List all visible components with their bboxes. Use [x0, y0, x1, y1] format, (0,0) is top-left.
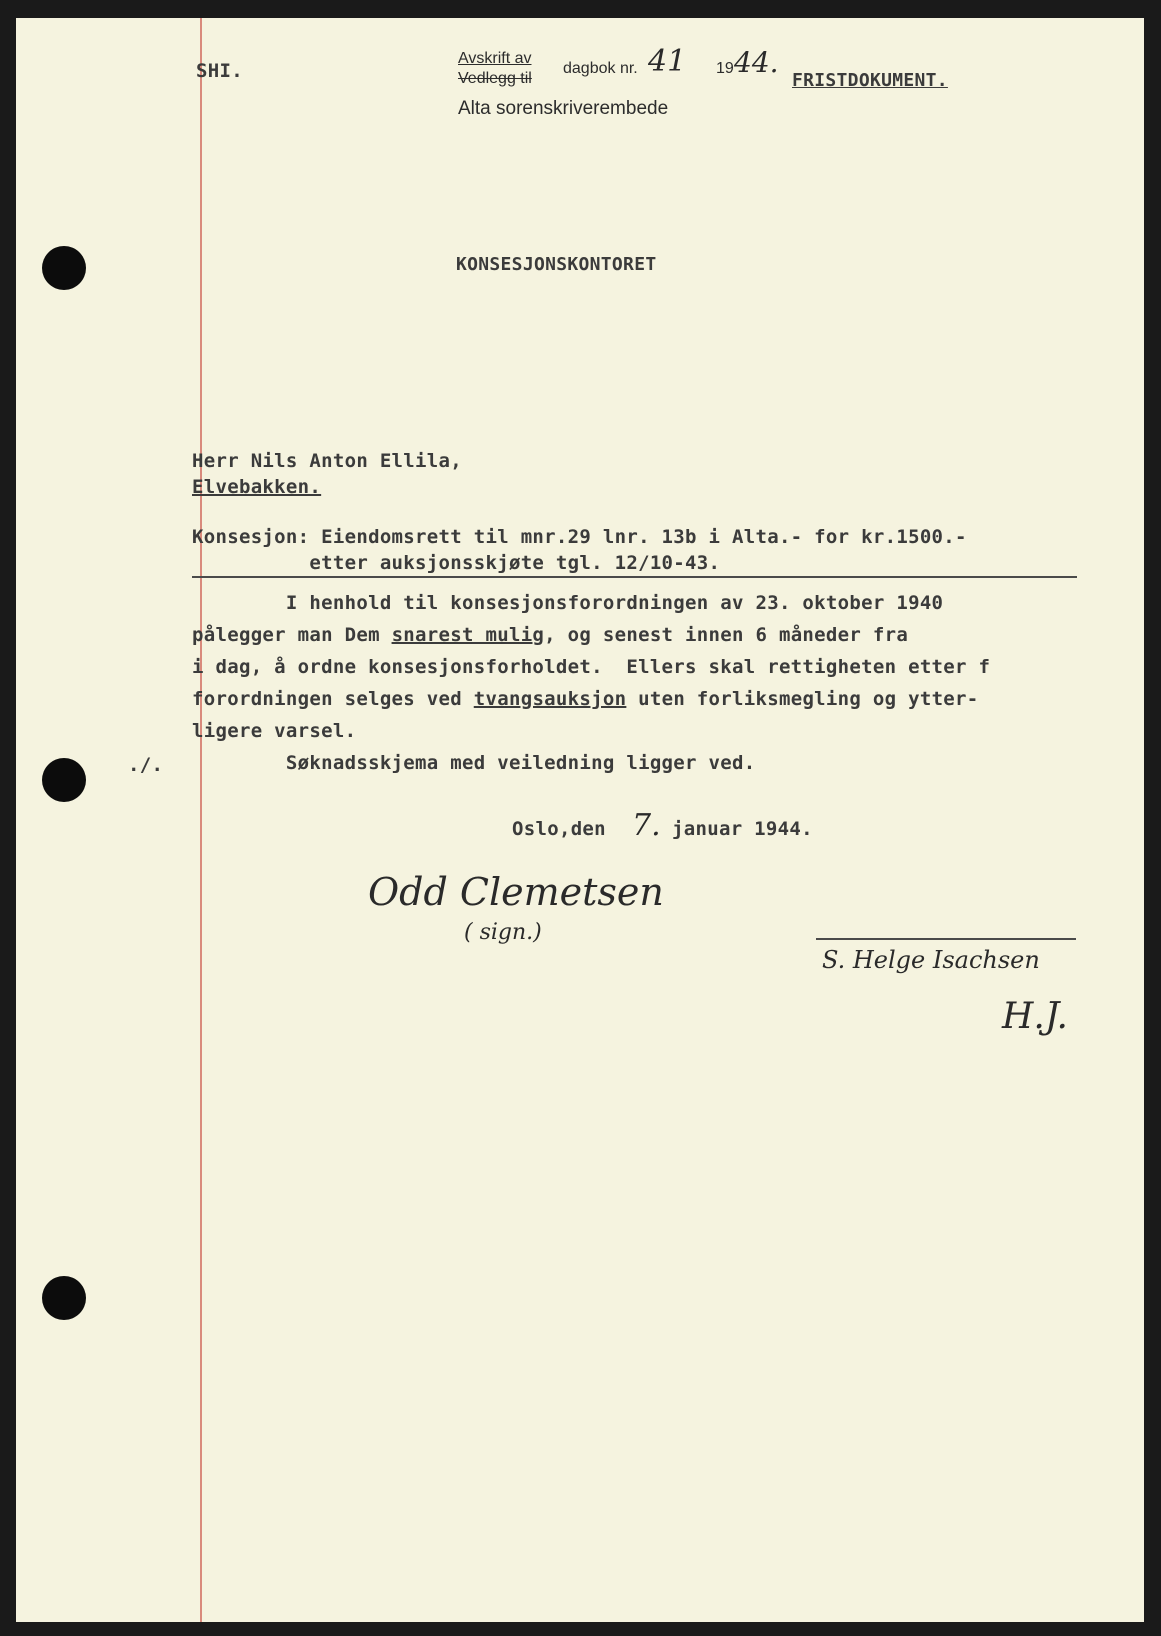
dateline-place: Oslo,den [512, 818, 606, 840]
recipient-name: Herr Nils Anton Ellila, [192, 450, 462, 472]
body-line-2 [192, 624, 908, 646]
margin-line [200, 18, 202, 1622]
body-line-4b: uten forliksmegling og ytter- [626, 688, 979, 710]
body-line-3: i dag, å ordne konsesjonsforholdet. Ellers skal rettigheten etter f [192, 656, 991, 678]
body-line-1: I henhold til konsesjonsforordningen av 23. oktober 1940 [192, 592, 944, 614]
body-line-2a: pålegger man Dem [192, 624, 392, 646]
dagbok-number: 41 [648, 44, 687, 79]
right-signature: S. Helge Isachsen [822, 946, 1040, 974]
punch-hole-top [42, 246, 86, 290]
recipient-place: Elvebakken. [192, 476, 322, 498]
avskrift-label: Avskrift av [458, 50, 532, 67]
signature-rule [816, 938, 1076, 940]
punch-hole-middle [42, 758, 86, 802]
dateline-rest: januar 1944. [672, 818, 813, 840]
dagbok-label: dagbok nr. [563, 60, 638, 77]
subject-underline [192, 576, 1077, 578]
office-name: Alta sorenskriverembede [458, 98, 669, 119]
margin-mark: ./. [128, 754, 164, 776]
document-page [16, 18, 1144, 1622]
body-emphasis-snarest: snarest mulig [391, 624, 545, 646]
subject-line-1: Konsesjon: Eiendomsrett til mnr.29 lnr. 13b i Alta.- for kr.1500.- [192, 526, 967, 548]
dateline-day: 7. [632, 808, 661, 843]
body-emphasis-tvangsauksjon: tvangsauksjon [473, 688, 627, 710]
punch-hole-bottom [42, 1276, 86, 1320]
doc-type: FRISTDOKUMENT. [792, 70, 948, 91]
body-line-6: Søknadsskjema med veiledning ligger ved. [192, 752, 756, 774]
subject-line-2: etter auksjonsskjøte tgl. 12/10-43. [192, 552, 721, 574]
vedlegg-label: Vedlegg til [458, 70, 532, 87]
body-line-4 [192, 688, 979, 710]
header-code: SHI. [196, 60, 243, 82]
signature-note: ( sign.) [464, 920, 542, 945]
body-line-5: ligere varsel. [192, 720, 357, 742]
initials: H.J. [1002, 996, 1068, 1037]
year-prefix: 19 [716, 60, 734, 77]
body-line-2b: , og senest innen 6 måneder fra [544, 624, 909, 646]
year-suffix: 44. [734, 46, 779, 79]
body-line-4a: forordningen selges ved [192, 688, 474, 710]
page-title: KONSESJONSKONTORET [456, 254, 657, 275]
signature-name: Odd Clemetsen [368, 870, 664, 914]
